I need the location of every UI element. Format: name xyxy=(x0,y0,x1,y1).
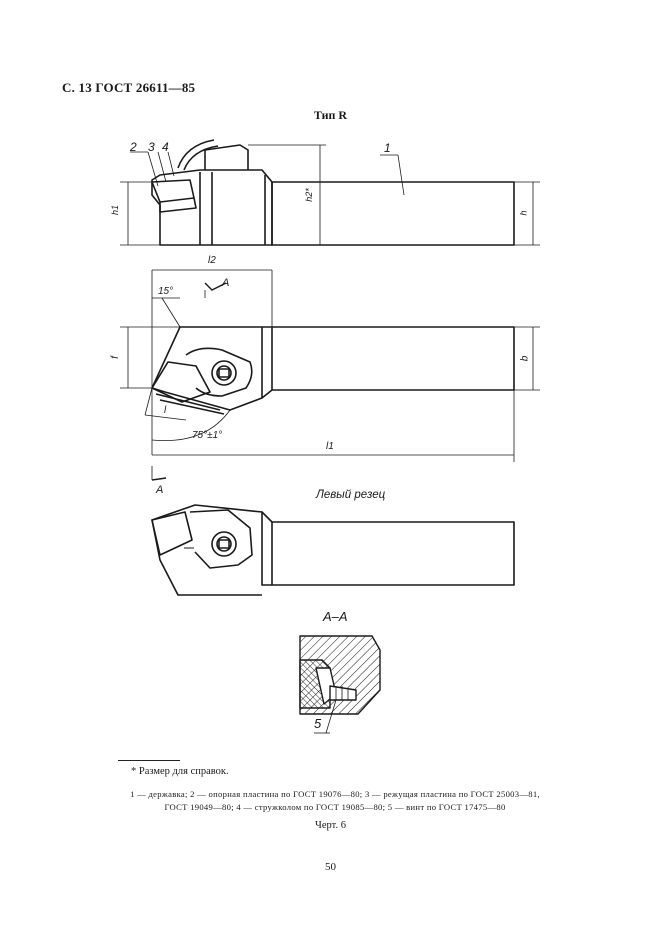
dim-h1: h1 xyxy=(110,204,121,216)
callout-2: 2 xyxy=(130,140,137,154)
angle-75: 75°±1° xyxy=(192,430,223,441)
callout-5: 5 xyxy=(314,716,322,731)
section-mark-a: A xyxy=(222,277,230,289)
dim-f: f xyxy=(109,356,121,359)
callout-4: 4 xyxy=(162,140,169,154)
dim-l: l xyxy=(164,405,167,416)
footnote: * Размер для справок. xyxy=(131,766,229,777)
callout-1: 1 xyxy=(384,141,391,155)
legend-line-1: 1 — державка; 2 — опорная пластина по ГОСТ 19076—80; 3 — режущая пластина по ГОСТ 25003—81, xyxy=(130,789,540,799)
dim-h: h xyxy=(518,210,529,216)
dim-l2: l2 xyxy=(208,255,216,266)
footnote-rule xyxy=(118,760,180,761)
page-number: 50 xyxy=(325,861,336,873)
legend xyxy=(100,788,570,814)
type-label: Тип R xyxy=(313,108,348,122)
dim-h2: h2* xyxy=(303,188,314,202)
angle-15: 15° xyxy=(158,286,174,297)
dim-b: b xyxy=(519,355,531,362)
left-cutter-caption: Левый резец xyxy=(316,489,386,501)
page-header: С. 13 ГОСТ 26611—85 xyxy=(62,80,196,95)
figure-label: Черт. 6 xyxy=(315,820,346,831)
dim-l1: l1 xyxy=(326,441,334,452)
section-arrow-a: A xyxy=(156,484,164,496)
legend-line-2: ГОСТ 19049—80; 4 — стружколом по ГОСТ 19085—80; 5 — винт по ГОСТ 17475—80 xyxy=(164,802,506,812)
section-title: А–А xyxy=(323,609,348,624)
callout-3: 3 xyxy=(148,140,155,154)
